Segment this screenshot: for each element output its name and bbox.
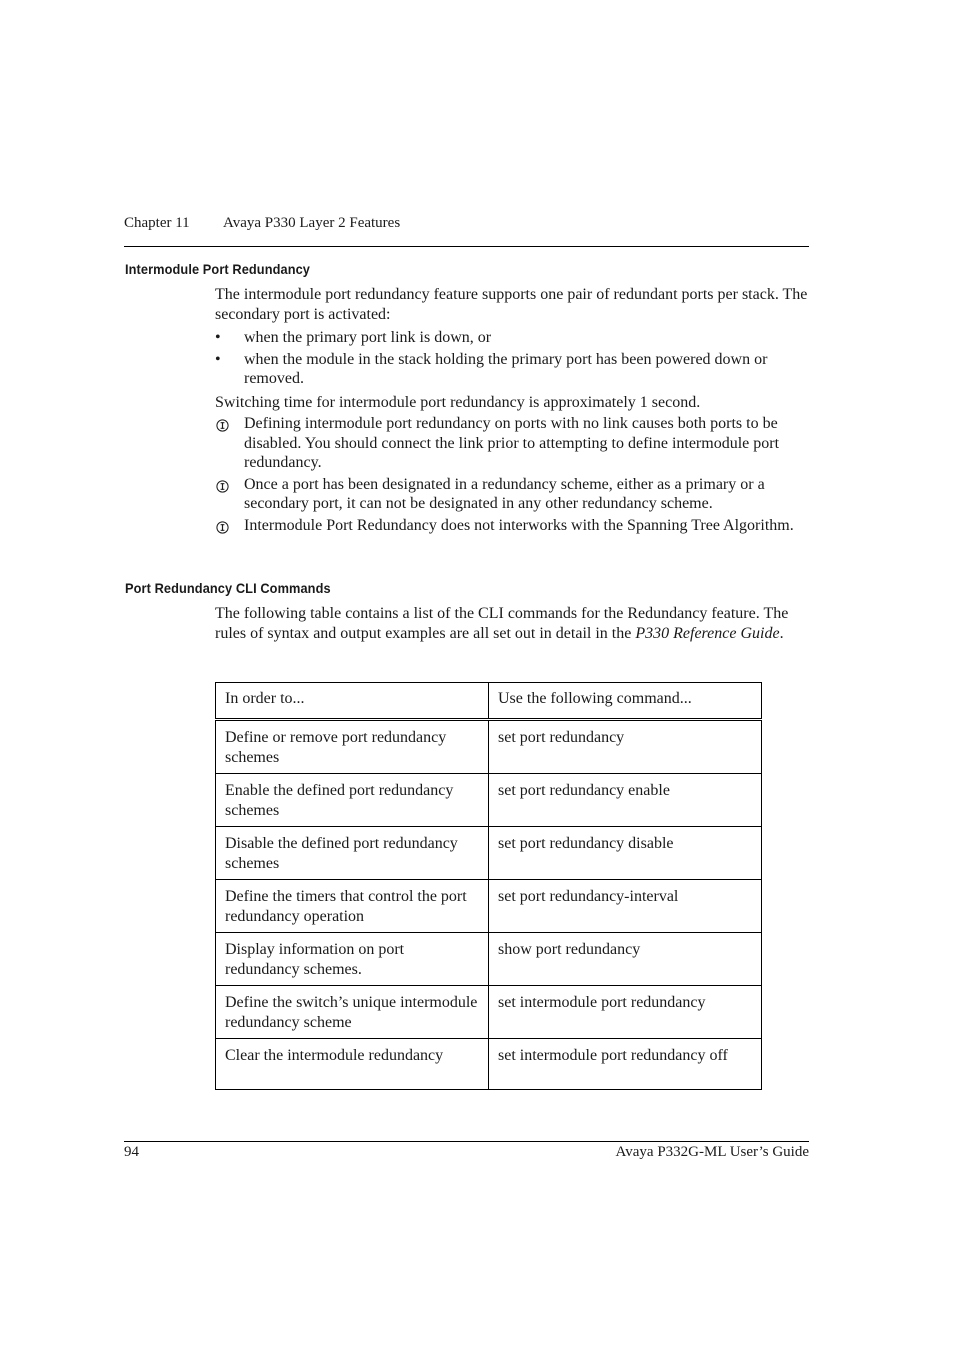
intro-paragraph: The intermodule port redundancy feature supports one pair of redundant ports per stack. The secondary port is activated: (215, 286, 808, 323)
bullet-icon: • (215, 329, 221, 346)
table-cell-command: set port redundancy disable (489, 827, 762, 880)
list-item (215, 350, 810, 389)
table-row (216, 986, 762, 1039)
activation-bullet-list (215, 328, 810, 389)
document-title: Avaya P332G-ML User’s Guide (615, 1144, 809, 1160)
table-header-cell: In order to... (216, 683, 489, 720)
info-note-icon (216, 479, 229, 492)
running-header (124, 215, 400, 232)
bullet-text: when the module in the stack holding the primary port has been powered down or removed. (244, 350, 768, 387)
table-cell-purpose: Display information on port redundancy schemes. (216, 933, 489, 986)
table-cell-purpose: Disable the defined port redundancy schemes (216, 827, 489, 880)
cli-command-table (215, 682, 762, 1090)
table-cell-purpose: Define the timers that control the port redundancy operation (216, 880, 489, 933)
table-row (216, 933, 762, 986)
section-heading-intermodule: Intermodule Port Redundancy (125, 262, 311, 277)
table-cell-purpose: Enable the defined port redundancy schemes (216, 774, 489, 827)
chapter-number: Chapter 11 (124, 215, 190, 231)
section-body-cli-commands (215, 604, 810, 643)
table-row (216, 720, 762, 774)
header-rule (124, 246, 809, 247)
table-header-cell: Use the following command... (489, 683, 762, 720)
list-item (215, 328, 810, 348)
bullet-icon: • (215, 350, 221, 368)
note-text: Intermodule Port Redundancy does not interworks with the Spanning Tree Algorithm. (244, 516, 794, 534)
table-cell-purpose: Define or remove port redundancy schemes (216, 720, 489, 774)
footer-rule (124, 1141, 809, 1142)
table-cell-command: set intermodule port redundancy (489, 986, 762, 1039)
table-cell-command: show port redundancy (489, 933, 762, 986)
table-row (216, 1039, 762, 1090)
table-cell-purpose: Clear the intermodule redundancy (216, 1039, 489, 1090)
reference-guide-title: P330 Reference Guide (635, 624, 780, 642)
list-item (215, 475, 810, 514)
note-text: Defining intermodule port redundancy on ports with no link causes both ports to be disabled. You should connect the link prior to attempting to define intermodule port redundancy. (244, 415, 780, 471)
list-item (215, 414, 810, 473)
info-note-icon (216, 520, 229, 533)
table-row (216, 774, 762, 827)
list-item (215, 516, 810, 536)
section-heading-cli-commands: Port Redundancy CLI Commands (125, 581, 331, 596)
table-header-row (216, 683, 762, 720)
cli-intro-paragraph (215, 604, 810, 643)
table-cell-command: set intermodule port redundancy off (489, 1039, 762, 1090)
table-cell-purpose: Define the switch’s unique intermodule redundancy scheme (216, 986, 489, 1039)
bullet-text: when the primary port link is down, or (244, 329, 492, 346)
page-number: 94 (124, 1144, 139, 1160)
table-cell-command: set port redundancy enable (489, 774, 762, 827)
table-row (216, 880, 762, 933)
table-row (216, 827, 762, 880)
switching-time-paragraph: Switching time for intermodule port redundancy is approximately 1 second. (215, 393, 701, 411)
note-text: Once a port has been designated in a redundancy scheme, either as a primary or a secondary port, it can not be designated in any other redundancy scheme. (244, 475, 765, 512)
cli-intro-end: . (779, 624, 784, 642)
info-note-icon (216, 418, 229, 431)
cli-intro-text: The following table contains a list of the CLI commands for the Redundancy feature. The rules of syntax and output examples are all set out in detail in the (215, 605, 789, 642)
chapter-title: Avaya P330 Layer 2 Features (223, 215, 401, 231)
table-cell-command: set port redundancy (489, 720, 762, 774)
table-cell-command: set port redundancy-interval (489, 880, 762, 933)
note-list (215, 414, 810, 535)
section-body-intermodule (215, 285, 810, 535)
